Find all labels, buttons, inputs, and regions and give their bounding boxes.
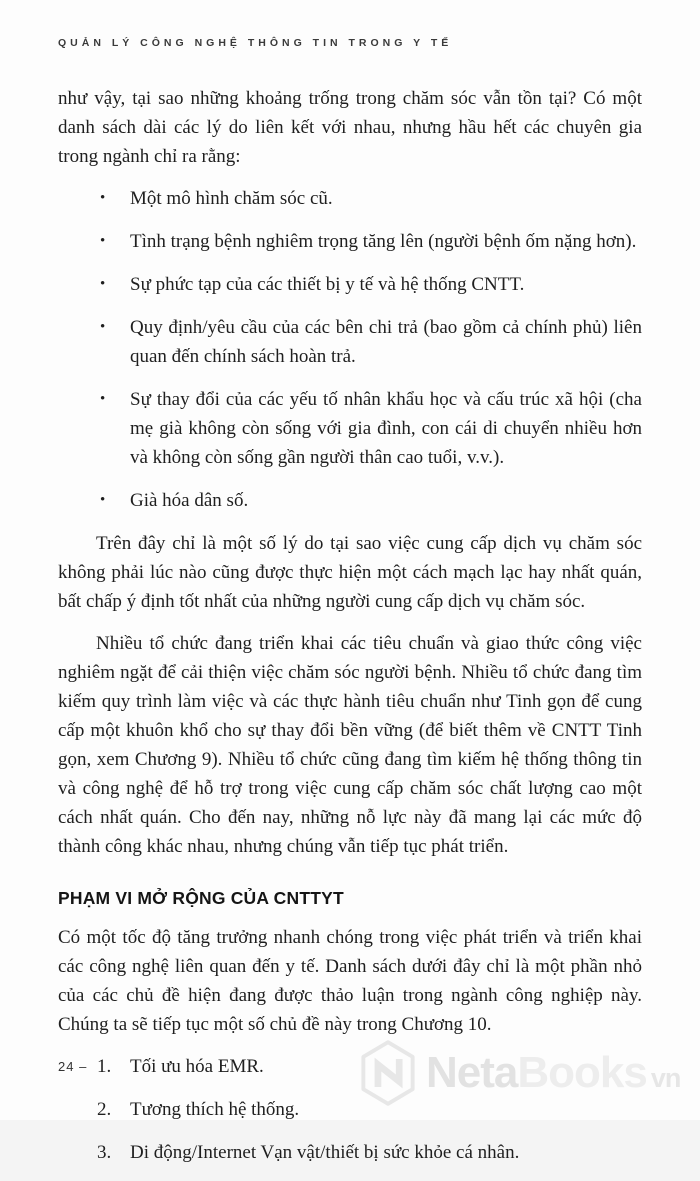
list-item: • Sự thay đổi của các yếu tố nhân khẩu học và cấu trúc xã hội (cha mẹ già không còn sống với gia đình, con cái di chuyển nhiều hơn và không còn sống gần người thân cao tuổi, v.v.).	[58, 385, 642, 472]
list-item: Di động/Internet Vạn vật/thiết bị sức khỏe cá nhân.	[130, 1142, 520, 1163]
section-paragraph: Có một tốc độ tăng trưởng nhanh chóng trong việc phát triển và triển khai các công nghệ liên quan đến y tế. Danh sách dưới đây chỉ là một phần nhỏ của các chủ đề hiện đang được thảo luận trong ngành công nghiệp này. Chúng ta sẽ tiếp tục một số chủ đề này trong Chương 10.	[58, 927, 642, 1035]
list-item: • Tình trạng bệnh nghiêm trọng tăng lên (người bệnh ốm nặng hơn).	[58, 227, 642, 256]
page-number: 24 –	[58, 1059, 88, 1074]
paragraph-reasons-summary: Trên đây chỉ là một số lý do tại sao việc cung cấp dịch vụ chăm sóc không phải lúc nào cũng được thực hiện một cách mạch lạc hay nhất quán, bất chấp ý định tốt nhất của những người cung cấp dịch vụ chăm sóc.	[58, 533, 642, 612]
page-content	[58, 84, 642, 1181]
reasons-bullet-list	[58, 184, 642, 515]
intro-paragraph: như vậy, tại sao những khoảng trống trong chăm sóc vẫn tồn tại? Có một danh sách dài các lý do liên kết với nhau, nhưng hầu hết các chuyên gia trong ngành chỉ ra rằng:	[58, 88, 642, 167]
watermark-neta-text: Neta	[426, 1048, 518, 1097]
running-head: QUẢN LÝ CÔNG NGHỆ THÔNG TIN TRONG Y TẾ	[58, 37, 453, 49]
watermark-tld-text: vn	[650, 1063, 681, 1093]
watermark-books-text: Books	[517, 1048, 647, 1097]
list-item: • Quy định/yêu cầu của các bên chi trả (bao gồm cả chính phủ) liên quan đến chính sách hoàn trả.	[58, 313, 642, 371]
list-item: Tối ưu hóa EMR.	[130, 1056, 264, 1077]
topics-numbered-list	[58, 1052, 642, 1167]
paragraph-organizations: Nhiều tổ chức đang triển khai các tiêu chuẩn và giao thức công việc nghiêm ngặt để cải thiện việc chăm sóc người bệnh. Nhiều tổ chức đang tìm kiếm quy trình làm việc và các thực hành tiêu chuẩn như Tinh gọn để cung cấp một khuôn khổ cho sự thay đổi bền vững (để biết thêm về CNTT Tinh gọn, xem Chương 9). Nhiều tổ chức cũng đang tìm kiếm hệ thống thông tin và công nghệ để hỗ trợ trong việc cung cấp chăm sóc chất lượng cao một cách nhất quán. Cho đến nay, những nỗ lực này đã mang lại các mức độ thành công khác nhau, nhưng chúng vẫn tiếp tục phát triển.	[58, 633, 642, 857]
list-item: • Già hóa dân số.	[58, 486, 642, 515]
section-heading: PHẠM VI MỞ RỘNG CỦA CNTTYT	[58, 888, 344, 908]
list-item: • Một mô hình chăm sóc cũ.	[58, 184, 642, 213]
list-item: • Sự phức tạp của các thiết bị y tế và hệ thống CNTT.	[58, 270, 642, 299]
list-item: Tương thích hệ thống.	[130, 1099, 300, 1120]
